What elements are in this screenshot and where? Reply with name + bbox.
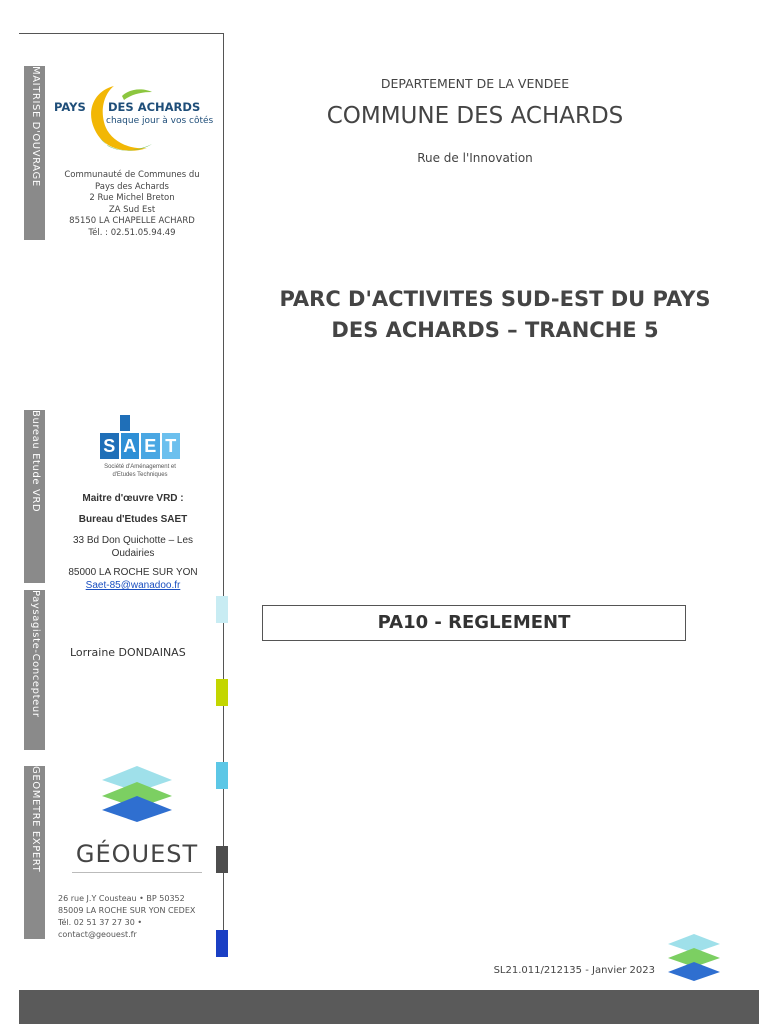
project-title [230,284,760,346]
band-bureau-etude [24,410,45,583]
footer-geouest-icon [664,930,724,992]
saet-letter: E [141,433,160,459]
geouest-divider [72,872,202,873]
saet-letter: S [100,433,119,459]
band-label-maitrise-ouvrage: MAITRISE D'OUVRAGE [29,66,41,187]
saet-address-line: 33 Bd Don Quichotte – Les [72,535,194,546]
marker-dark-grey [216,846,228,873]
commune-heading: COMMUNE DES ACHARDS [326,103,624,129]
marker-cyan [216,762,228,789]
marker-light-blue [216,596,228,623]
pays-des-achards-logo [52,78,220,158]
logo-word-des-achards: DES ACHARDS [108,100,201,114]
saet-tagline [98,463,182,479]
geouest-address-line: 85009 LA ROCHE SUR YON CEDEX [58,906,196,915]
band-maitrise-ouvrage [24,66,45,240]
moa-line: Pays des Achards [95,181,169,192]
geouest-address-line: Tél. 02 51 37 27 30 • contact@geouest.fr [58,918,143,939]
geouest-wordmark: GÉOUEST [75,840,199,868]
saet-logo-bar [120,415,130,431]
band-label-geometre: GEOMETRE EXPERT [29,766,41,873]
geouest-contact-block [58,893,214,941]
band-label-bureau-etude: Bureau Etude VRD [29,410,41,513]
marker-green [216,679,228,706]
saet-tagline-line: d'Etudes Techniques [112,472,168,478]
marker-blue [216,930,228,957]
street-heading: Rue de l'Innovation [417,151,533,165]
document-label-box: PA10 - REGLEMENT [262,605,686,641]
saet-info-block [58,492,208,592]
moa-line: Communauté de Communes du [64,170,200,180]
geouest-layers-icon [92,762,182,832]
moa-line: ZA Sud Est [108,204,156,215]
project-title-line: DES ACHARDS – TRANCHE 5 [331,318,659,342]
saet-letter: A [121,433,140,459]
logo-word-pays: PAYS [54,100,86,114]
moa-line: 85150 LA CHAPELLE ACHARD [69,216,195,226]
saet-company: Bureau d'Etudes SAET [78,514,188,525]
moa-contact-block [52,170,212,239]
moa-line: 2 Rue Michel Breton [89,193,175,203]
footer-bar [19,990,759,1024]
band-label-paysagiste: Paysagiste-Concepteur [29,590,41,718]
department-heading: DEPARTEMENT DE LA VENDEE [380,76,570,91]
saet-logo [98,415,182,483]
logo-tagline: chaque jour à vos côtés [106,116,214,126]
geouest-logo [92,762,182,832]
saet-letter: T [162,433,181,459]
footer-reference: SL21.011/212135 - Janvier 2023 [493,965,655,976]
band-geometre [24,766,45,939]
saet-address-line: Oudairies [111,548,155,559]
saet-email-link[interactable]: Saet-85@wanadoo.fr [85,580,181,591]
saet-city: 85000 LA ROCHE SUR YON [68,567,198,578]
band-paysagiste [24,590,45,750]
saet-tagline-line: Société d'Aménagement et [104,464,176,470]
paysagiste-name: Lorraine DONDAINAS [70,646,186,659]
saet-role: Maitre d'œuvre VRD : [82,493,184,504]
moa-line: Tél. : 02.51.05.94.49 [88,227,176,238]
footer-layers-icon [664,930,724,992]
project-title-line: PARC D'ACTIVITES SUD-EST DU PAYS [279,287,711,311]
geouest-address-line: 26 rue J.Y Cousteau • BP 50352 [58,894,185,903]
saet-logo-letters [100,433,180,459]
